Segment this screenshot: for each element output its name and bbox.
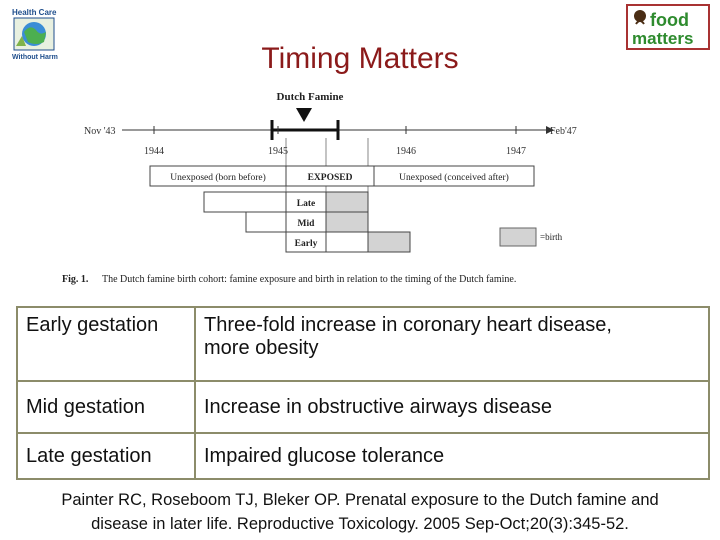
timeline-end: Feb'47 — [550, 126, 577, 137]
year-1946: 1946 — [396, 146, 416, 157]
timeline-start: Nov '43 — [84, 126, 116, 137]
legend-birth-label: =birth — [540, 232, 563, 242]
year-1945: 1945 — [268, 146, 288, 157]
table-row — [17, 307, 709, 381]
mid-label: Mid — [297, 219, 315, 229]
figure-caption-text: The Dutch famine birth cohort: famine exposure and birth in relation to the timing of the Dutch famine. — [102, 274, 517, 285]
logo-left-line1: Health Care — [12, 8, 57, 17]
early-label: Early — [294, 239, 318, 249]
slide-title: Timing Matters — [261, 42, 459, 75]
citation-line1: Painter RC, Roseboom TJ, Bleker OP. Prenatal exposure to the Dutch famine and — [61, 491, 659, 509]
famine-marker-triangle — [296, 108, 312, 122]
figure-caption-prefix: Fig. 1. — [62, 274, 89, 285]
gestation-effects-table — [16, 306, 710, 480]
effect-text-line1: Three-fold increase in coronary heart disease, — [204, 314, 612, 336]
birth-block-early — [368, 232, 410, 252]
table-row — [17, 381, 709, 433]
logo-left-line2: Without Harm — [12, 54, 58, 61]
citation-line2: disease in later life. Reproductive Toxicology. 2005 Sep-Oct;20(3):345-52. — [91, 515, 629, 533]
effect-cell: Increase in obstructive airways disease — [195, 381, 709, 433]
stage-cell: Mid gestation — [17, 381, 195, 433]
unexposed-before-label: Unexposed (born before) — [170, 173, 266, 183]
figure-heading: Dutch Famine — [276, 91, 344, 103]
year-1947: 1947 — [506, 146, 526, 157]
effect-cell: Impaired glucose tolerance — [195, 433, 709, 479]
dutch-famine-figure — [60, 88, 660, 288]
legend-birth-swatch — [500, 228, 536, 246]
year-1944: 1944 — [144, 146, 164, 157]
effect-cell — [195, 307, 709, 381]
birth-block-mid — [326, 212, 368, 232]
citation — [30, 488, 690, 536]
effect-text-line2: more obesity — [204, 337, 319, 359]
stage-cell: Early gestation — [17, 307, 195, 381]
stage-cell: Late gestation — [17, 433, 195, 479]
unexposed-after-label: Unexposed (conceived after) — [399, 173, 509, 183]
birth-block-late — [326, 192, 368, 212]
table-row — [17, 433, 709, 479]
logo-right-line1: food — [650, 10, 689, 30]
logo-right-line2: matters — [632, 29, 694, 48]
exposed-label: EXPOSED — [307, 173, 353, 183]
late-label: Late — [296, 199, 316, 209]
